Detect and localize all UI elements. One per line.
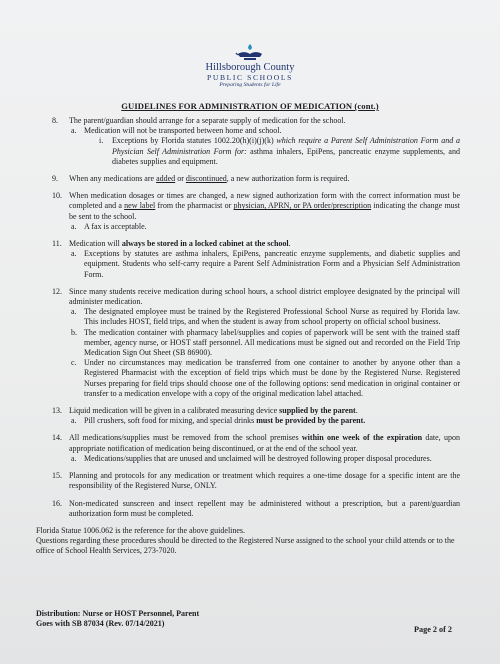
sub-item-text: A fax is acceptable. xyxy=(84,221,147,231)
sub-item: a. A fax is acceptable. xyxy=(71,222,460,232)
sub-sub-item: i. Exceptions by Florida statutes 1002.20(h)(i)(j)(k) which require a Parent Self Administration Form and a Physician Self Administration Form for: asthma inhalers, EpiPens, pancreatic enzyme supplements, and diabetes supplies and equipment. xyxy=(99,136,460,166)
item-number: 13. xyxy=(52,406,62,416)
questions-contact: Questions regarding these procedures should be directed to the Registered Nurse assigned to the school your child attends or to the office of School Health Services, 273-7020. xyxy=(36,536,455,556)
guidelines-list xyxy=(36,116,461,557)
item-number: 15. xyxy=(52,471,62,481)
sub-item: b. The medication container with pharmacy label/supplies and copies of paperwork will be sent with the trained staff member, agency nurse, or HOST staff personnel. All medications must be signed out and recorded on the Field Trip Medication Sign Out Sheet (SB 86900). xyxy=(71,327,460,358)
item-text: Since many students receive medication during school hours, a school district employee designated by the principal will administer medication. xyxy=(69,286,460,307)
item-number: 11. xyxy=(52,239,62,249)
page-number: Page 2 of 2 xyxy=(414,625,452,634)
lamp-of-learning-icon xyxy=(233,42,267,62)
logo-name-line1: Hillsborough County xyxy=(205,62,295,73)
item-text: When medication dosages or times are changed, a new signed authorization form with the correct information must be completed and a new label from the pharmacist or physician, APRN, or PA order/prescription indicating the change must be sent to the school. xyxy=(69,191,461,221)
guideline-item-9 xyxy=(52,174,460,184)
guideline-item-14 xyxy=(52,433,460,464)
item-text: Liquid medication will be given in a calibrated measuring device supplied by the parent. xyxy=(69,406,358,416)
sub-item-text: The medication container with pharmacy label/supplies and copies of paperwork will be sent with the trained staff member, agency nurse, or HOST staff personnel. All medications must be signed out and recorded on the Field Trip Medication Sign Out Sheet (SB 86900). xyxy=(84,327,460,358)
sub-item: a. The designated employee must be trained by the Registered Professional School Nurse as required by Florida law. This includes HOST, field trips, and when the student is away from school property on official school business. xyxy=(71,307,460,327)
sub-item: c. Under no circumstances may medication be transferred from one container to another by anyone other than a Registered Pharmacist with the exception of field trips which must be done by the Registered Nurse. Registered Nurses preparing for field trips should choose one of the following options: send medication in original container or transfer to a medication envelope with a copy of the original medication label attached. xyxy=(71,358,460,398)
distribution-block xyxy=(36,609,199,629)
item-number: 8. xyxy=(52,116,58,125)
document-title: GUIDELINES FOR ADMINISTRATION OF MEDICATION (cont.) xyxy=(121,101,379,111)
sub-item: a. Medications/supplies that are unused and unclaimed will be destroyed following proper disposal procedures. xyxy=(71,454,460,464)
reference-note xyxy=(36,526,460,557)
sub-item-text: Under no circumstances may medication be transferred from one container to another by anyone other than a Registered Pharmacist with the exception of field trips which must be done by the Registered Nurse. Registered Nurses preparing for field trips should choose one of the following options: send medication in original container or transfer to a medication envelope with a copy of the original medication label attached. xyxy=(84,358,460,398)
item-number: 16. xyxy=(52,498,62,508)
logo-name-line2: PUBLIC SCHOOLS xyxy=(207,73,293,82)
sub-item: a. Pill crushers, soft food for mixing, and special drinks must be provided by the parent. xyxy=(71,416,460,426)
sub-item: a. Medication will not be transported between home and school. i. Exceptions by Florida statutes 1002.20(h)(i)(j)(k) which require a Parent Self Administration Form and a Physician Self Administration Form for: asthma inhalers, EpiPens, pancreatic enzyme supplements, and diabetes supplies and equipment. xyxy=(71,126,460,166)
item-text: All medications/supplies must be removed from the school premises within one week of the expiration date, upon appropriate notification of medication being discontinued, or at the end of the school year. xyxy=(69,433,460,453)
item-number: 14. xyxy=(52,433,62,443)
guideline-item-16 xyxy=(52,499,460,519)
sub-item-text: Pill crushers, soft food for mixing, and special drinks must be provided by the parent. xyxy=(84,416,366,426)
sub-item-text: Medications/supplies that are unused and unclaimed will be destroyed following proper disposal procedures. xyxy=(84,453,432,463)
guideline-item-10 xyxy=(52,191,460,232)
logo-tagline: Preparing Students for Life xyxy=(219,82,281,88)
sub-item-text: Medication will not be transported between home and school. xyxy=(84,126,282,136)
district-logo xyxy=(195,42,305,89)
item-text: The parent/guardian should arrange for a separate supply of medication for the school. xyxy=(69,116,346,125)
form-reference: Goes with SB 87034 (Rev. 07/14/2021) xyxy=(36,619,165,628)
distribution-line: Distribution: Nurse or HOST Personnel, Parent xyxy=(36,609,200,618)
item-number: 10. xyxy=(52,191,62,201)
guideline-item-15 xyxy=(52,471,460,491)
guideline-item-13 xyxy=(52,406,460,426)
item-number: 9. xyxy=(52,174,58,184)
item-text: Non-medicated sunscreen and insect repellent may be administered without a prescription, but a parent/guardian authorization form must be completed. xyxy=(69,498,460,518)
item-text: Planning and protocols for any medication or treatment which requires a one-time dosage for a specific intent are the responsibility of the Registered Nurse, ONLY. xyxy=(69,471,460,491)
item-text: Medication will always be stored in a locked cabinet at the school. xyxy=(69,239,291,249)
sub-item-text: The designated employee must be trained by the Registered Professional School Nurse as required by Florida law. This includes HOST, field trips, and when the student is away from school property on official school business. xyxy=(84,307,460,327)
sub-sub-item-text: Exceptions by Florida statutes 1002.20(h)(i)(j)(k) which require a Parent Self Administration Form and a Physician Self Administration Form for: asthma inhalers, EpiPens, pancreatic enzyme supplements, and diabetes supplies and equipment. xyxy=(112,136,460,166)
guideline-item-12 xyxy=(52,287,460,399)
item-number: 12. xyxy=(52,286,62,296)
sub-item: a. Exceptions by statutes are asthma inhalers, EpiPens, pancreatic enzyme supplements, and diabetic supplies and equipment. Students who self-carry require a Parent Self Administration Form and a Physician Self Administration Form. xyxy=(71,249,460,279)
sub-item-text: Exceptions by statutes are asthma inhalers, EpiPens, pancreatic enzyme supplements, and diabetic supplies and equipment. Students who self-carry require a Parent Self Administration Form and a Physician Self Administration Form. xyxy=(84,249,460,279)
item-text: When any medications are added or discontinued, a new authorization form is required. xyxy=(69,174,350,184)
statute-reference: Florida Statue 1006.062 is the reference for the above guidelines. xyxy=(36,525,246,535)
guideline-item-8 xyxy=(52,116,460,167)
guideline-item-11 xyxy=(52,239,460,280)
